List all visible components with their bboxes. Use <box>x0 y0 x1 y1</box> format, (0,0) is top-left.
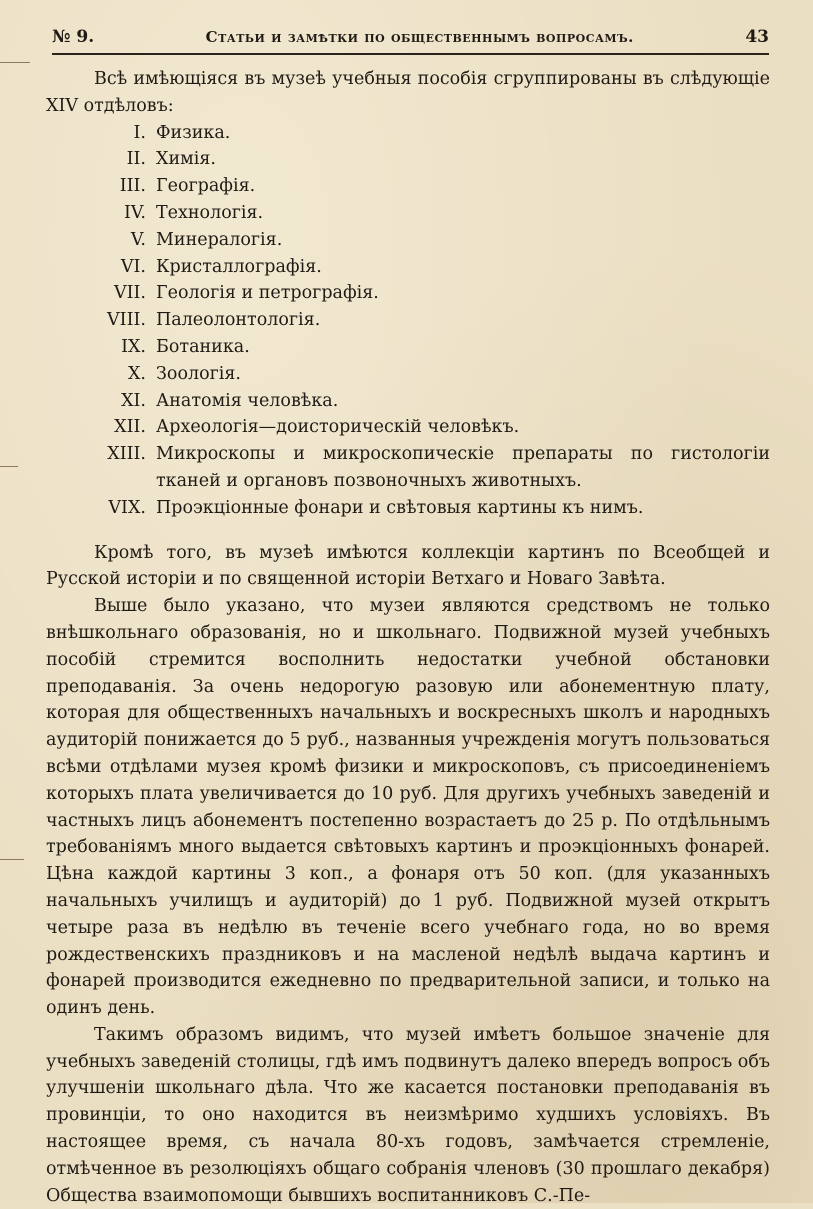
list-item <box>46 441 770 495</box>
list-item <box>46 146 770 173</box>
intro-paragraph: Всѣ имѣющіяся въ музеѣ учебныя пособія сгруппированы въ слѣдующіе XIV отдѣловъ: <box>46 69 770 116</box>
departments-list <box>46 120 770 522</box>
body-paragraph: Выше было указано, что музеи являются средствомъ не только внѣшкольнаго образованія, но и школьнаго. Подвижной музей учебныхъ пособій стремится восполнить недостатки учебной обстановки преподаванія. За очень недорогую разовую или абонементную плату, которая для общественныхъ начальныхъ и воскресныхъ школъ и народныхъ аудиторій понижается до 5 руб., названныя учрежденія могутъ пользоваться всѣми отдѣлами музея кромѣ физики и микроскоповъ, съ присоединеніемъ которыхъ плата увеличивается до 10 руб. Для другихъ учебныхъ заведеній и частныхъ лицъ абонементъ постепенно возрастаетъ до 25 р. По отдѣльнымъ требованіямъ много выдается свѣтовыхъ картинъ и проэкціонныхъ фонарей. Цѣна каждой картины 3 коп., а фонаря отъ 50 коп. (для указанныхъ начальныхъ училищъ и аудиторій) до 1 руб. Подвижной музей открытъ четыре раза въ недѣлю въ теченіе всего учебнаго года, но во время рождественскихъ праздниковъ и на масленой недѣлѣ выдача картинъ и фонарей производится ежедневно по предварительной записи, и только на одинъ день. <box>46 596 770 1019</box>
list-item-number: III. <box>119 176 146 197</box>
list-item-text: Технологія. <box>156 202 264 223</box>
list-item-number: V. <box>130 229 146 250</box>
list-item <box>46 280 770 307</box>
section-gap <box>46 522 770 540</box>
list-item-text: Зоологія. <box>156 363 241 384</box>
list-item-number: VIII. <box>107 310 146 331</box>
list-item-number: XIII. <box>107 444 146 465</box>
running-header <box>52 24 769 50</box>
body-paragraph: Такимъ образомъ видимъ, что музей имѣетъ большое значеніе для учебныхъ заведеній столицы, гдѣ имъ подвинутъ далеко впередъ вопросъ объ улучшеніи школьнаго дѣла. Что же касается постановки преподаванія въ провинціи, то оно находится въ неизмѣримо худшихъ условіяхъ. Въ настоящее время, съ начала 80-хъ годовъ, замѣчается стремленіе, отмѣченное въ резолюціяхъ общаго собранія членовъ (30 прошлаго декабря) Общества взаимопомощи бывшихъ воспитанниковъ С.-Пе- <box>46 1024 770 1206</box>
list-item-number: XI. <box>121 390 146 411</box>
header-rule <box>52 53 769 55</box>
list-item-text: Минералогія. <box>156 229 283 250</box>
list-item-text: Проэкціонные фонари и свѣтовыя картины къ нимъ. <box>156 497 644 518</box>
list-item <box>46 334 770 361</box>
list-item-text: Анатомія человѣка. <box>156 390 339 411</box>
list-item-text: Кристаллографія. <box>156 256 322 277</box>
article-body <box>46 66 770 1209</box>
list-item <box>46 361 770 388</box>
list-item-number: IV. <box>123 202 146 223</box>
list-item <box>46 173 770 200</box>
list-item-number: VI. <box>120 256 146 277</box>
list-item <box>46 120 770 147</box>
list-item <box>46 495 770 522</box>
list-item-number: I. <box>133 122 146 143</box>
section-title: Статьи и замѣтки по общественнымъ вопросамъ. <box>205 28 634 46</box>
list-item-number: XII. <box>114 417 146 438</box>
list-item-text: Микроскопы и микроскопическіе препараты по гистологіи тканей и органовъ позвоночныхъ животныхъ. <box>156 444 770 491</box>
issue-number: № 9. <box>52 27 95 47</box>
list-item <box>46 414 770 441</box>
list-item-number: II. <box>126 149 146 170</box>
page-number: 43 <box>745 27 769 47</box>
list-item-text: Физика. <box>156 122 231 143</box>
list-item-text: Археологія—доисторическій человѣкъ. <box>156 417 520 438</box>
list-item <box>46 227 770 254</box>
list-item-text: Ботаника. <box>156 336 250 357</box>
margin-mark <box>0 62 30 63</box>
list-item-number: VII. <box>113 283 146 304</box>
list-item-text: Палеолонтологія. <box>156 310 321 331</box>
margin-mark <box>0 859 24 860</box>
list-item-text: Географія. <box>156 176 256 197</box>
list-item-number: X. <box>127 363 146 384</box>
list-item <box>46 254 770 281</box>
list-item <box>46 307 770 334</box>
body-paragraph: Кромѣ того, въ музеѣ имѣются коллекціи картинъ по Всеобщей и Русской исторіи и по священной исторіи Ветхаго и Новаго Завѣта. <box>46 542 770 590</box>
list-item-text: Геологія и петрографія. <box>156 283 379 304</box>
list-item-number: VIX. <box>108 497 146 518</box>
list-item-text: Химія. <box>156 149 216 170</box>
list-item <box>46 200 770 227</box>
margin-mark <box>0 466 18 467</box>
list-item-number: IX. <box>121 336 146 357</box>
list-item <box>46 388 770 415</box>
